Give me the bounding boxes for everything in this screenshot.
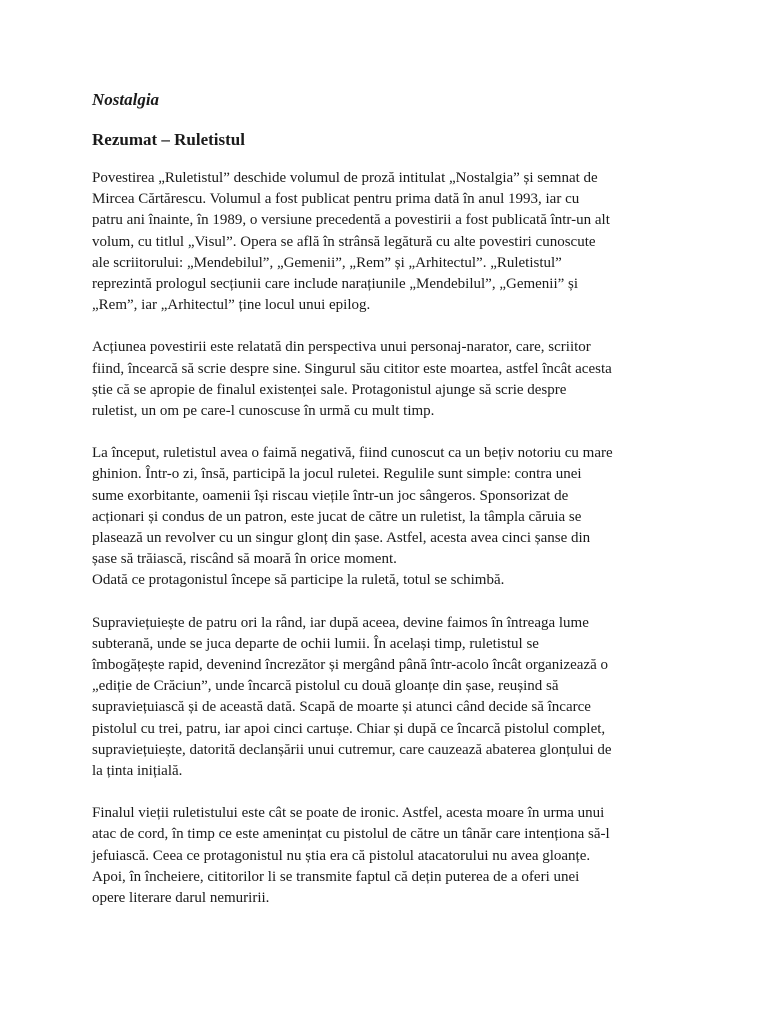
paragraph-5: Finalul vieții ruletistului este cât se poate de ironic. Astfel, acesta moare în urma unui atac de cord, în timp ce este amenințat cu pistolul de către un tânăr care intenționa să-l jefuiască. Ceea ce protagonistul nu știa era că pistolul atacatorului nu avea gloanțe. Apoi, în încheiere, cititorilor li se transmite faptul că dețin puterea de a oferi unei opere literare darul nemuririi. [92,805,610,907]
paragraph-3: La început, ruletistul avea o faimă negativă, fiind cunoscut ca un bețiv notoriu cu mare ghinion. Într-o zi, însă, participă la jocul ruletei. Regulile sunt simple: contra unei sume exorbitante, oamenii își riscau viețile într-un joc sângeros. Sponsorizat de acționari și condus de un patron, este jucat de către un ruletist, la tâmpla căruia se plasează un revolver cu un singur glonț din șase. Astfel, acesta avea cinci șanse din șase să trăiască, riscând să moară în orice moment. Odată ce protagonistul începe să participe la ruletă, totul se schimbă. [92,445,613,589]
paragraph-4: Supraviețuiește de patru ori la rând, iar după aceea, devine faimos în întreaga lume subterană, unde se juca departe de ochii lumii. În același timp, ruletistul se îmbogățește rapid, devenind încrezător și mergând până într-acolo încât organizează o „ediție de Crăciun”, unde încarcă pistolul cu două gloanțe din șase, reușind să supraviețuiască și de această dată. Scapă de moarte și atunci când decide să încarce pistolul cu trei, patru, iar apoi cinci cartușe. Chiar și după ce încarcă pistolul complet, supraviețuiește, datorită declanșării unui cutremur, care cauzează abaterea glonțului de la ținta inițială. [92,614,612,780]
document-page [92,88,712,930]
book-title: Nostalgia [92,90,160,109]
paragraph-2: Acțiunea povestirii este relatată din perspectiva unui personaj-narator, care, scriitor fiind, încearcă să scrie despre sine. Singurul său cititor este moartea, astfel încât acesta știe că se apropie de finalul existenței sale. Protagonistul ajunge să scrie despre ruletist, un om pe care-l cunoscuse în urmă cu mult timp. [92,339,612,420]
paragraph-1: Povestirea „Ruletistul” deschide volumul de proză intitulat „Nostalgia” și semnat de Mircea Cărtărescu. Volumul a fost publicat pentru prima dată în anul 1993, iar cu patru ani înainte, în 1989, o versiune precedentă a povestirii a fost publicată într-un alt volum, cu titlul „Visul”. Opera se află în strânsă legătură cu alte povestiri cunoscute ale scriitorului: „Mendebilul”, „Gemenii”, „Rem” și „Arhitectul”. „Ruletistul” reprezintă prologul secțiunii care include narațiunile „Mendebilul”, „Gemenii” și „Rem”, iar „Arhitectul” ține locul unui epilog. [92,170,610,314]
section-title: Rezumat – Ruletistul [92,130,245,149]
